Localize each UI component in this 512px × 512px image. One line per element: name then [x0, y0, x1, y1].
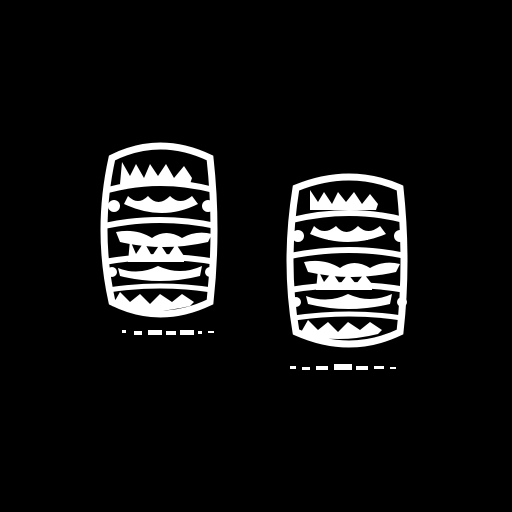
right-earring-band: [294, 314, 402, 318]
right-earring-reflection: [290, 364, 396, 370]
right-earring-band: [292, 213, 404, 220]
left-earring-band: [108, 183, 214, 190]
left-earring-band: [108, 286, 212, 290]
left-earring-reflection: [122, 330, 214, 335]
left-earring-band: [104, 220, 216, 226]
left-earring: [104, 146, 216, 335]
right-earring-band: [290, 250, 406, 256]
right-earring: [290, 177, 407, 370]
